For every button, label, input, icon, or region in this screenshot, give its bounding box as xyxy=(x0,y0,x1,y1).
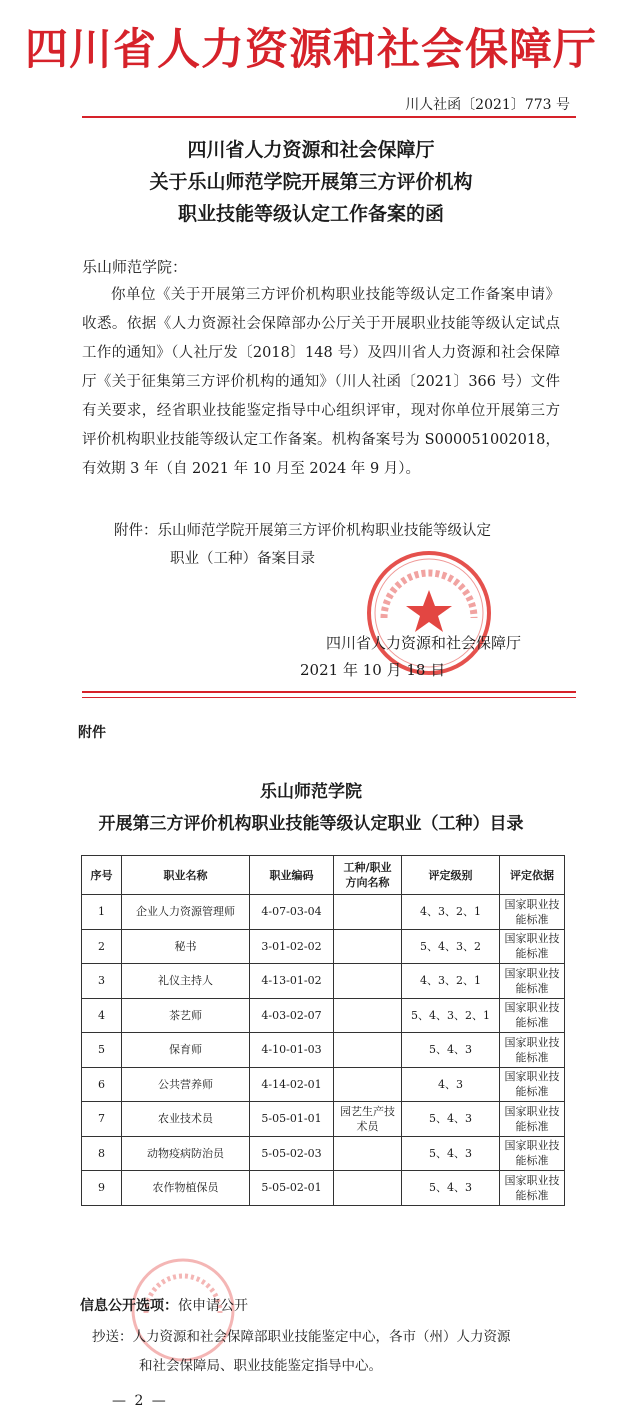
column-header: 评定级别 xyxy=(402,856,500,895)
annex-title-line: 乐山师范学院 xyxy=(260,782,362,802)
occupation-table xyxy=(81,855,565,1206)
table-cell: 5-05-02-01 xyxy=(250,1171,334,1206)
cc-list: 抄送：人力资源和社会保障部职业技能鉴定中心，各市（州）人力资源 xyxy=(92,1329,511,1345)
table-cell xyxy=(334,1171,402,1206)
table-cell: 4-07-03-04 xyxy=(250,895,334,930)
column-header: 职业编码 xyxy=(250,856,334,895)
attachment-note: 附件：乐山师范学院开展第三方评价机构职业技能等级认定 xyxy=(114,523,491,539)
table-cell: 2 xyxy=(82,929,122,964)
table-cell: 5、4、3 xyxy=(402,1171,500,1206)
sender-name: 四川省人力资源和社会保障厅 xyxy=(326,634,522,652)
table-cell xyxy=(334,929,402,964)
table-cell: 3-01-02-02 xyxy=(250,929,334,964)
table-cell: 8 xyxy=(82,1136,122,1171)
table-cell: 4-10-01-03 xyxy=(250,1033,334,1068)
attachment-note-continued: 职业（工种）备案目录 xyxy=(170,551,315,567)
column-header: 职业名称 xyxy=(122,856,250,895)
table-cell xyxy=(334,1136,402,1171)
table-cell: 5、4、3 xyxy=(402,1033,500,1068)
table-cell: 国家职业技能标准 xyxy=(500,1067,565,1102)
table-cell: 4-14-02-01 xyxy=(250,1067,334,1102)
table-row xyxy=(82,1102,565,1137)
column-header: 序号 xyxy=(82,856,122,895)
table-cell: 国家职业技能标准 xyxy=(500,1136,565,1171)
table-cell: 国家职业技能标准 xyxy=(500,1033,565,1068)
document-number: 川人社函〔2021〕773 号 xyxy=(405,97,570,113)
table-cell: 礼仪主持人 xyxy=(122,964,250,999)
table-cell: 7 xyxy=(82,1102,122,1137)
table-row xyxy=(82,929,565,964)
table-row xyxy=(82,895,565,930)
table-cell xyxy=(334,998,402,1033)
table-cell: 4、3、2、1 xyxy=(402,964,500,999)
column-header: 工种/职业方向名称 xyxy=(334,856,402,895)
table-cell: 园艺生产技术员 xyxy=(334,1102,402,1137)
table-cell: 国家职业技能标准 xyxy=(500,998,565,1033)
table-cell: 农作物植保员 xyxy=(122,1171,250,1206)
table-row xyxy=(82,1067,565,1102)
table-cell: 5-05-01-01 xyxy=(250,1102,334,1137)
letter-title-line: 职业技能等级认定工作备案的函 xyxy=(177,203,444,225)
table-cell xyxy=(334,895,402,930)
table-cell: 企业人力资源管理师 xyxy=(122,895,250,930)
table-cell xyxy=(334,964,402,999)
table-cell: 国家职业技能标准 xyxy=(500,964,565,999)
footer-divider-bottom xyxy=(82,697,576,698)
cc-list-continued: 和社会保障局、职业技能鉴定指导中心。 xyxy=(139,1358,382,1374)
table-cell: 1 xyxy=(82,895,122,930)
table-cell: 5、4、3 xyxy=(402,1102,500,1137)
table-row xyxy=(82,964,565,999)
table-cell: 3 xyxy=(82,964,122,999)
table-row xyxy=(82,1033,565,1068)
table-cell: 保育师 xyxy=(122,1033,250,1068)
table-cell: 茶艺师 xyxy=(122,998,250,1033)
table-cell xyxy=(334,1033,402,1068)
disclosure-label: 信息公开选项： xyxy=(80,1298,178,1314)
header-divider xyxy=(82,116,576,118)
table-cell: 国家职业技能标准 xyxy=(500,895,565,930)
table-cell: 5 xyxy=(82,1033,122,1068)
disclosure-value: 依申请公开 xyxy=(178,1298,248,1314)
table-cell: 4-03-02-07 xyxy=(250,998,334,1033)
agency-header: 四川省人力资源和社会保障厅 xyxy=(25,25,597,75)
letter-title-line: 关于乐山师范学院开展第三方评价机构 xyxy=(149,171,473,193)
table-row xyxy=(82,998,565,1033)
annex-title xyxy=(0,776,622,840)
table-cell: 公共营养师 xyxy=(122,1067,250,1102)
table-cell: 农业技术员 xyxy=(122,1102,250,1137)
issue-date: 2021 年 10 月 18 日 xyxy=(300,661,446,679)
addressee: 乐山师范学院： xyxy=(82,258,188,276)
table-cell: 秘书 xyxy=(122,929,250,964)
table-cell: 4-13-01-02 xyxy=(250,964,334,999)
table-cell: 国家职业技能标准 xyxy=(500,1171,565,1206)
table-cell: 5、4、3、2 xyxy=(402,929,500,964)
table-cell: 9 xyxy=(82,1171,122,1206)
table-cell: 国家职业技能标准 xyxy=(500,929,565,964)
page-number: — 2 — xyxy=(112,1393,168,1409)
table-cell: 4、3、2、1 xyxy=(402,895,500,930)
table-cell: 5-05-02-03 xyxy=(250,1136,334,1171)
table-header-row xyxy=(82,856,565,895)
disclosure-option xyxy=(80,1295,248,1315)
table-cell: 5、4、3、2、1 xyxy=(402,998,500,1033)
letter-title xyxy=(0,134,622,230)
table-cell: 动物疫病防治员 xyxy=(122,1136,250,1171)
annex-label: 附件 xyxy=(78,725,106,741)
table-cell: 4 xyxy=(82,998,122,1033)
letter-title-line: 四川省人力资源和社会保障厅 xyxy=(187,139,435,161)
table-cell: 4、3 xyxy=(402,1067,500,1102)
table-cell: 国家职业技能标准 xyxy=(500,1102,565,1137)
footer-divider-top xyxy=(82,691,576,693)
table-cell: 6 xyxy=(82,1067,122,1102)
table-cell xyxy=(334,1067,402,1102)
annex-title-line: 开展第三方评价机构职业技能等级认定职业（工种）目录 xyxy=(98,814,524,834)
table-cell: 5、4、3 xyxy=(402,1136,500,1171)
table-row xyxy=(82,1136,565,1171)
letter-body: 你单位《关于开展第三方评价机构职业技能等级认定工作备案申请》收悉。依据《人力资源社会保障部办公厅关于开展职业技能等级认定试点工作的通知》（人社厅发〔2018〕148 号）及四川省人力资源和社会保障厅《关于征集第三方评价机构的通知》（川人社函〔2021〕366 号）文件有关要求，经省职业技能鉴定指导中心组织评审，现对你单位开展第三方评价机构职业技能等级认定工作备案。机构备案号为 S000051002018，有效期 3 年（自 2021 年 10 月至 2024 年 9 月）。 xyxy=(82,287,560,477)
column-header: 评定依据 xyxy=(500,856,565,895)
table-row xyxy=(82,1171,565,1206)
